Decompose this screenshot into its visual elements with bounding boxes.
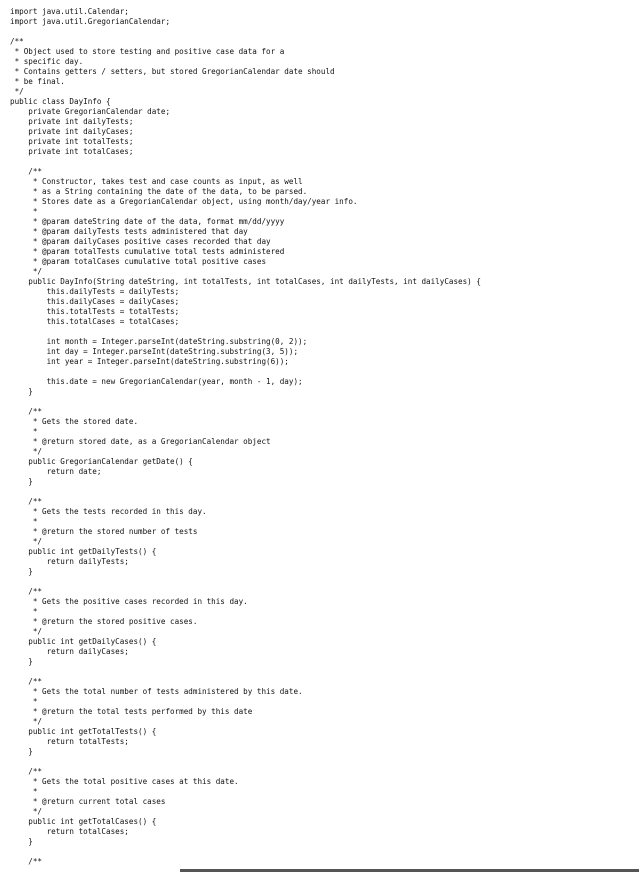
code-line: /** xyxy=(10,407,43,416)
code-line: int month = Integer.parseInt(dateString.substring(0, 2)); xyxy=(10,337,308,346)
code-line: * Gets the stored date. xyxy=(10,417,139,426)
code-line xyxy=(10,27,481,37)
code-line: * Object used to store testing and positive case data for a xyxy=(10,47,285,56)
code-line: * Gets the tests recorded in this day. xyxy=(10,507,207,516)
code-line: * xyxy=(10,697,38,706)
code-line: * xyxy=(10,787,38,796)
code-line: * @return the stored number of tests xyxy=(10,527,198,536)
code-line: } xyxy=(10,567,33,576)
code-line xyxy=(10,397,481,407)
code-line: this.dailyCases = dailyCases; xyxy=(10,297,180,306)
code-line: * Gets the total positive cases at this date. xyxy=(10,777,239,786)
code-line: public int getTotalTests() { xyxy=(10,727,157,736)
code-line xyxy=(10,577,481,587)
code-line xyxy=(10,367,481,377)
code-line: */ xyxy=(10,627,43,636)
code-line: */ xyxy=(10,87,24,96)
code-line: * xyxy=(10,607,38,616)
code-line: return dailyTests; xyxy=(10,557,129,566)
code-line: /** xyxy=(10,587,43,596)
code-line: * xyxy=(10,517,38,526)
code-listing xyxy=(10,7,481,867)
code-line: return totalCases; xyxy=(10,827,129,836)
code-line: import java.util.GregorianCalendar; xyxy=(10,17,171,26)
code-line: /** xyxy=(10,497,43,506)
code-line xyxy=(10,847,481,857)
code-line: * @return the stored positive cases. xyxy=(10,617,198,626)
code-line: * xyxy=(10,207,38,216)
code-line: * @param dateString date of the data, format mm/dd/yyyy xyxy=(10,217,285,226)
code-line: private int totalCases; xyxy=(10,147,134,156)
code-line xyxy=(10,757,481,767)
code-line xyxy=(10,487,481,497)
code-line: /** xyxy=(10,857,43,866)
code-line xyxy=(10,667,481,677)
code-line: * specific day. xyxy=(10,57,84,66)
code-line: * Gets the positive cases recorded in this day. xyxy=(10,597,248,606)
code-line: * @return the total tests performed by this date xyxy=(10,707,253,716)
code-line: this.dailyTests = dailyTests; xyxy=(10,287,180,296)
code-line: return totalTests; xyxy=(10,737,129,746)
code-line: public int getDailyTests() { xyxy=(10,547,157,556)
code-line: public GregorianCalendar getDate() { xyxy=(10,457,193,466)
code-line: * be final. xyxy=(10,77,65,86)
code-line: * Stores date as a GregorianCalendar object, using month/day/year info. xyxy=(10,197,358,206)
code-line: public DayInfo(String dateString, int totalTests, int totalCases, int dailyTests, int dailyCases) { xyxy=(10,277,481,286)
code-line: * @return stored date, as a GregorianCalendar object xyxy=(10,437,271,446)
code-line: } xyxy=(10,837,33,846)
code-line: private int totalTests; xyxy=(10,137,134,146)
code-line: } xyxy=(10,387,33,396)
code-line: * @return current total cases xyxy=(10,797,166,806)
code-line: private int dailyCases; xyxy=(10,127,134,136)
code-line: * as a String containing the date of the data, to be parsed. xyxy=(10,187,308,196)
code-line: * Contains getters / setters, but stored GregorianCalendar date should xyxy=(10,67,335,76)
code-line: return date; xyxy=(10,467,102,476)
code-line: } xyxy=(10,477,33,486)
code-line: this.totalCases = totalCases; xyxy=(10,317,180,326)
code-line: this.totalTests = totalTests; xyxy=(10,307,180,316)
code-line: public int getTotalCases() { xyxy=(10,817,157,826)
code-line: private GregorianCalendar date; xyxy=(10,107,171,116)
code-line: /** xyxy=(10,167,43,176)
code-line: /** xyxy=(10,37,24,46)
code-line xyxy=(10,157,481,167)
code-line: */ xyxy=(10,267,43,276)
code-line xyxy=(10,327,481,337)
code-line: int day = Integer.parseInt(dateString.substring(3, 5)); xyxy=(10,347,299,356)
code-line: * Gets the total number of tests administered by this date. xyxy=(10,687,303,696)
code-line: this.date = new GregorianCalendar(year, month - 1, day); xyxy=(10,377,303,386)
code-line: * xyxy=(10,427,38,436)
code-line: public int getDailyCases() { xyxy=(10,637,157,646)
code-line: return dailyCases; xyxy=(10,647,129,656)
code-line: * @param dailyCases positive cases recorded that day xyxy=(10,237,271,246)
code-line: /** xyxy=(10,767,43,776)
code-line: import java.util.Calendar; xyxy=(10,7,129,16)
code-line: */ xyxy=(10,717,43,726)
code-line: * @param dailyTests tests administered that day xyxy=(10,227,248,236)
code-line: public class DayInfo { xyxy=(10,97,111,106)
code-line: private int dailyTests; xyxy=(10,117,134,126)
code-line: /** xyxy=(10,677,43,686)
code-line: * @param totalCases cumulative total positive cases xyxy=(10,257,267,266)
code-line: * @param totalTests cumulative total tests administered xyxy=(10,247,285,256)
code-line: */ xyxy=(10,537,43,546)
code-line: */ xyxy=(10,447,43,456)
code-line: } xyxy=(10,657,33,666)
code-line: } xyxy=(10,747,33,756)
code-line: */ xyxy=(10,807,43,816)
code-line: int year = Integer.parseInt(dateString.substring(6)); xyxy=(10,357,289,366)
code-line: * Constructor, takes test and case counts as input, as well xyxy=(10,177,303,186)
